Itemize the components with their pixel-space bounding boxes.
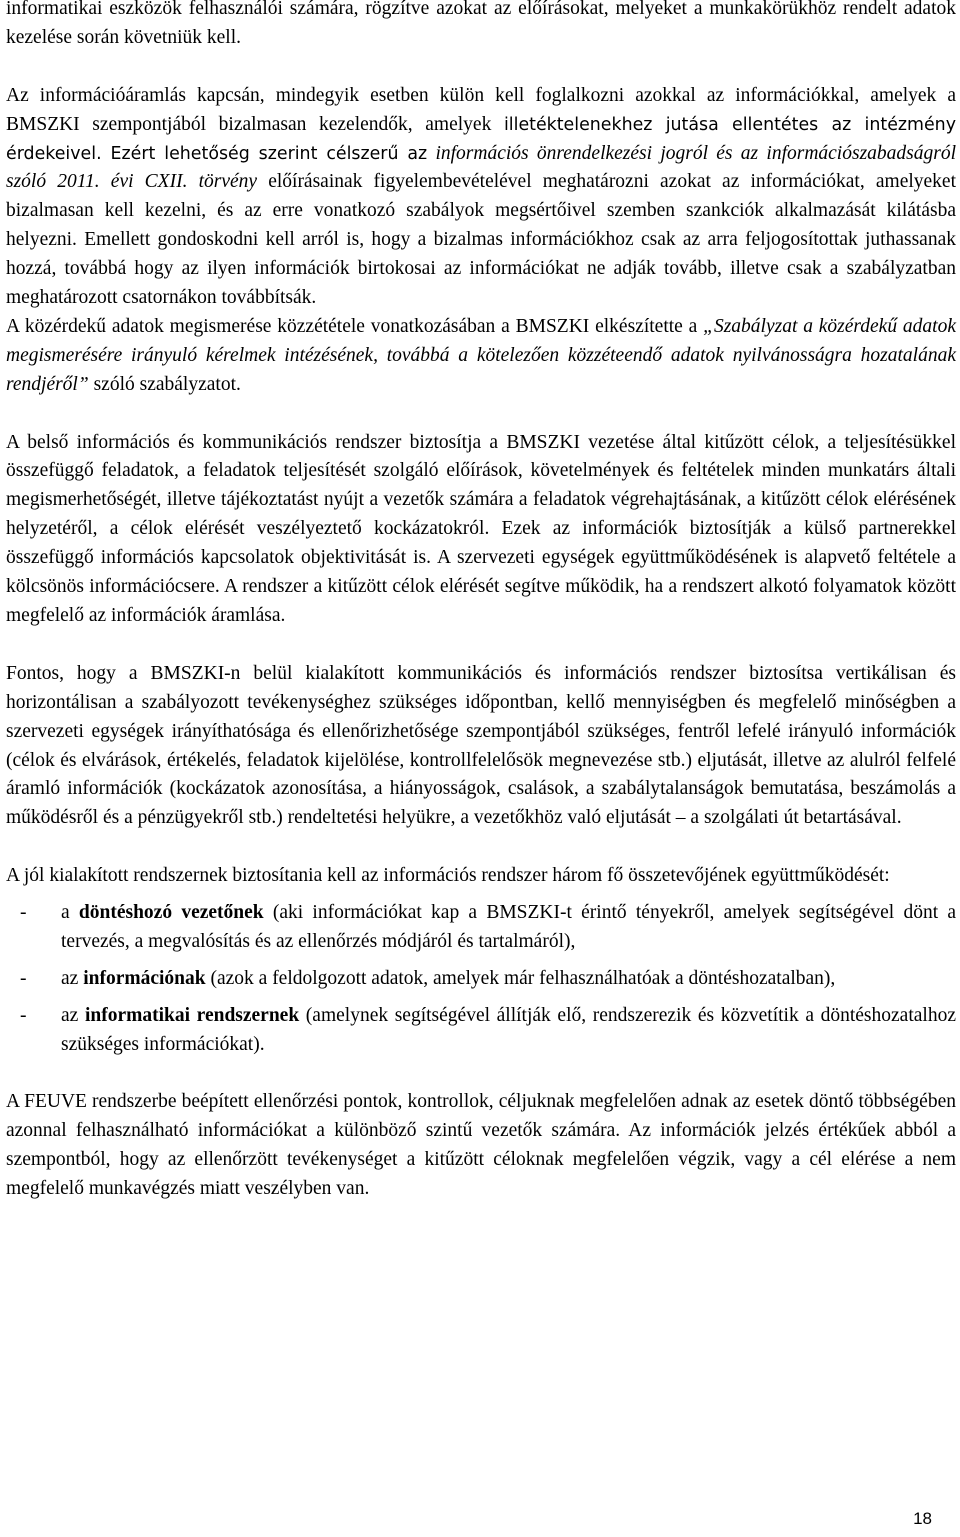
paragraph-feuve: A FEUVE rendszerbe beépített ellenőrzési pontok, kontrollok, céljuknak megfelelően adnak az esetek döntő többségében azonnal felhasználható információkat a különböző szintű vezetők számára. Az információk jelzés értékűek abból a szempontból, hogy az ellenőrzött tevékenységet a kitűzött céloknak megfelelően végzik, vagy a cél elérése a nem megfelelő munkavégzés miatt veszélyben van.	[6, 1091, 956, 1200]
paragraph-information-flow-sans: illetéktelenekhez jutása ellentétes az intézmény érdekeivel. Ezért lehetőség szerint célszerű az	[6, 114, 956, 164]
list-item: - az információnak (azok a feldolgozott adatok, amelyek már felhasználhatóak a döntéshozatalban),	[6, 965, 956, 994]
page-number: 18	[913, 1509, 932, 1528]
bold-term: információnak	[83, 967, 206, 989]
list-item: - a döntéshozó vezetőnek (aki információkat kap a BMSZKI-t érintő tényekről, amelyek segítségével dönt a tervezés, a megvalósítás és az ellenőrzés módjáról és tartalmáról),	[6, 899, 956, 957]
paragraph-internal-communication: A belső információs és kommunikációs rendszer biztosítja a BMSZKI vezetése által kitűzött célok, a teljesítésükkel összefüggő feladatok, a feladatok teljesítését szolgáló előírások, követelmények és feltételek minden munkatárs általi megismerhetőségét, illetve tájékoztatást nyújt a vezetők számára a feladatok végrehajtásának, a kitűzött célok elérésének helyzetéről, a célok elérését veszélyeztető kockázatokról. Ezek az információk biztosítják a külső partnerekkel összefüggő információs kapcsolatok objektivitását is. A szervezeti egységek együttműködésének is alapvető feltétele a kölcsönös információcsere. A rendszer a kitűzött célok elérését segítve működik, ha a rendszert alkotó folyamatok között megfelelő az információk áramlása.	[6, 431, 956, 626]
document-page	[6, 0, 956, 1204]
paragraph-intro-continuation: informatikai eszközök felhasználói számára, rögzítve azokat az előírásokat, melyeket a munkakörükhöz rendelt adatok kezelése során követniük kell.	[6, 0, 956, 48]
list-item: - az informatikai rendszernek (amelynek segítségével állítják elő, rendszerezik és közvetítik a döntéshozatalhoz szükséges információkat).	[6, 1002, 956, 1060]
list-dash: -	[20, 1004, 27, 1026]
paragraph-information-flow-start: Az információáramlás kapcsán, mindegyik esetben külön kell foglalkozni azokkal az információkkal, amelyek a BMSZKI szempontjából bizalmasan kezelendők, amelyek	[6, 84, 956, 135]
paragraph-system-components: A jól kialakított rendszernek biztosítania kell az információs rendszer három fő összetevőjének együttműködését:	[6, 865, 890, 887]
paragraph-information-flow-end: előírásainak figyelembevételével meghatározni azokat az információkat, amelyeket bizalmasan kell kezelni, és az erre vonatkozó szabályok megsértőivel szemben szankciók alkalmazását kilátásba helyezni. Emellett gondoskodni kell arról is, hogy a bizalmas információkhoz csak az arra feljogosítottak juthassanak hozzá, továbbá hogy az ilyen információk birtokosai az információkat ne adják tovább, illetve csak a szabályzatban meghatározott csatornákon továbbítsák.	[6, 171, 956, 309]
law-reference: információs önrendelkezési jogról és az információszabadságról szóló 2011. évi CXII. törvény	[6, 142, 956, 193]
bold-term: döntéshozó vezetőnek	[78, 902, 264, 924]
paragraph-information-flow	[6, 82, 956, 313]
paragraph-vertical-horizontal: Fontos, hogy a BMSZKI-n belül kialakított kommunikációs és információs rendszer biztosítsa vertikálisan és horizontálisan a szabályozott tevékenységhez szükséges időpontban, kellő mennyiségben és megfelelő minőségben a szervezeti egységek irányíthatósága és ellenőrizhetősége szempontjából szükséges, fentről lefelé irányuló információk (célok és elvárások, értékelés, feladatok kijelölése, kontrollfelelősök megnevezése stb.) eljutását, illetve az alulról felfelé áramló információk (kockázatok azonosítása, a hiányosságok, csalások, a szabálytalanságok bemutatása, beszámolás a működésről és a pénzügyekről stb.) rendeltetési helyükre, a vezetőkhöz való eljutását – a szolgálati út betartásával.	[6, 662, 956, 829]
list-dash: -	[20, 967, 27, 989]
paragraph-public-data: A közérdekű adatok megismerése közzététele vonatkozásában a BMSZKI elkészítette a „Szabályzat a közérdekű adatok megismerésére irányuló kérelmek intézésének, továbbá a kötelezően közzéteendő adatok nyilvánosságra hozatalának rendjéről” szóló szabályzatot.	[6, 315, 956, 395]
regulation-title: „Szabályzat a közérdekű adatok megismerésére irányuló kérelmek intézésének, továbbá a kötelezően közzéteendő adatok nyilvánosságra hozatalának rendjéről”	[6, 315, 956, 395]
list-dash: -	[20, 902, 27, 924]
bold-term: informatikai rendszernek	[84, 1004, 300, 1026]
